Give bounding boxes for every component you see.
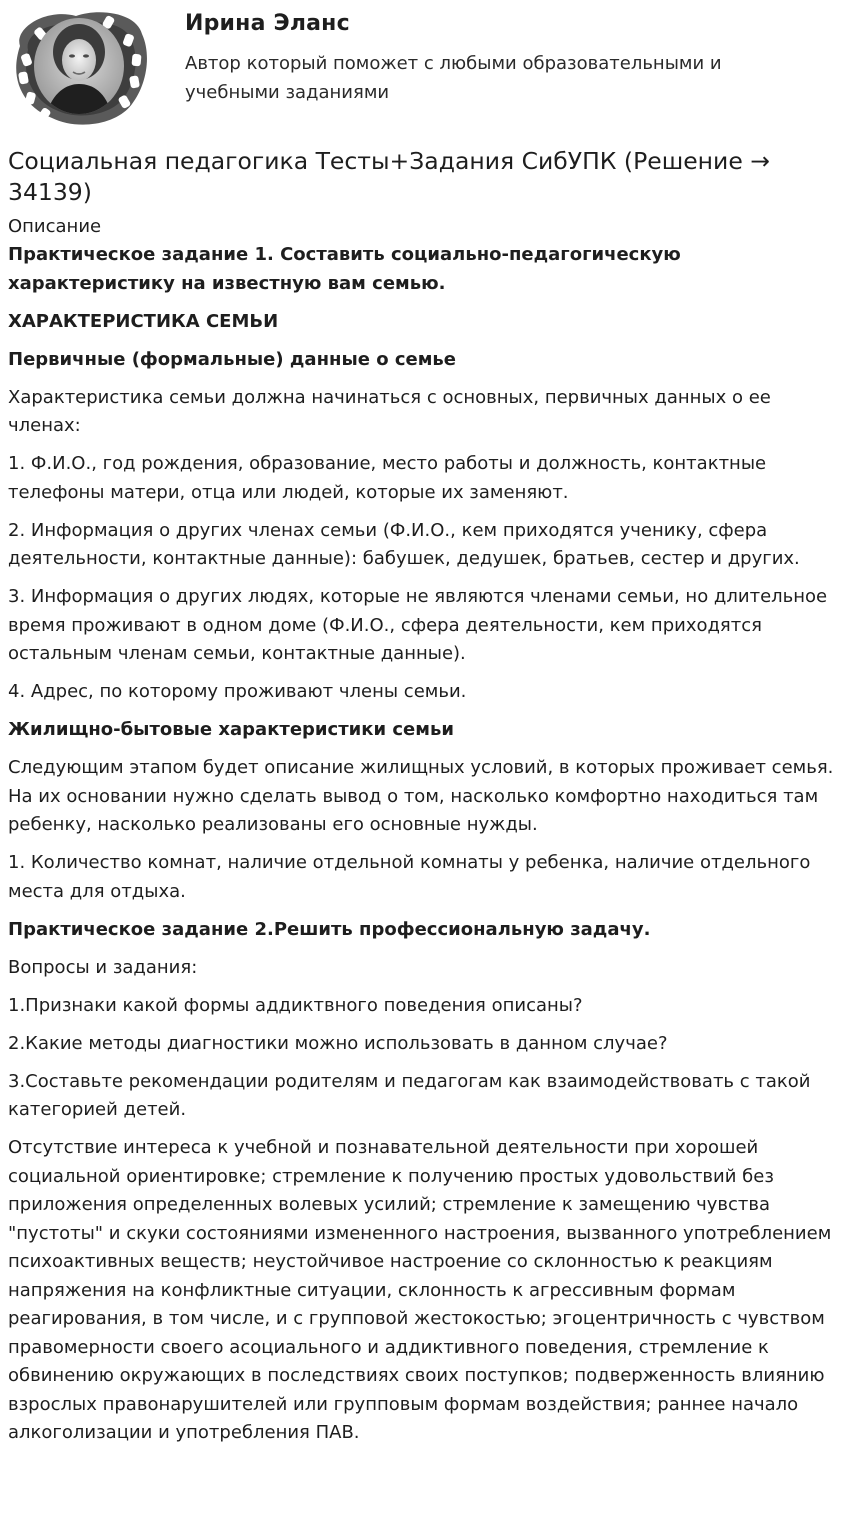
section-heading: Первичные (формальные) данные о семье (8, 348, 457, 370)
paragraph: 3.Составьте рекомендации родителям и педагогам как взаимодействовать с такой категорией детей. (8, 1070, 811, 1120)
paragraph: Отсутствие интереса к учебной и познавательной деятельности при хорошей социальной ориентировке; стремление к получению простых удовольствий без приложения определенных волевых усилий; стремление к замещению чувства "пустоты" и скуки состояниями измененного настроения, вызванного употреблением психоактивных веществ; неустойчивое настроение со склонностью к реакциям напряжения на конфликтные ситуации, склонность к агрессивным формам реагирования, в том числе, и с групповой жестокостью; эгоцентричность с чувством правомерности своего асоциального и аддиктивного поведения, стремление к обвинению окружающих в последствиях своих поступков; подверженность влиянию взрослых правонарушителей или групповым формам воздействия; раннее начало алкоголизации и употребления ПАВ. (8, 1137, 832, 1443)
document-title: Социальная педагогика Тесты+Задания СибУПК (Решение → 34139) (8, 147, 770, 206)
paragraph: Вопросы и задания: (8, 956, 198, 978)
author-description: Автор который поможет с любыми образовательными и учебными заданиями (185, 53, 722, 103)
paragraph: Следующим этапом будет описание жилищных условий, в которых проживает семья. На их основании нужно сделать вывод о том, насколько комфортно находиться там ребенку, насколько реализованы его основные нужды. (8, 757, 834, 835)
paragraph: 2.Какие методы диагностики можно использовать в данном случае? (8, 1032, 668, 1054)
section-heading: Практическое задание 1. Составить социально-педагогическую характеристику на известную вам семью. (8, 244, 681, 294)
description-body (8, 241, 838, 1448)
paragraph: 1. Количество комнат, наличие отдельной комнаты у ребенка, наличие отдельного места для отдыха. (8, 852, 811, 902)
description-label: Описание (8, 216, 102, 237)
author-name[interactable]: Ирина Эланс (185, 11, 350, 36)
paragraph: Характеристика семьи должна начинаться с основных, первичных данных о ее членах: (8, 386, 771, 436)
section-heading: Жилищно-бытовые характеристики семьи (8, 719, 454, 740)
paragraph: 2. Информация о других членах семьи (Ф.И.О., кем приходятся ученику, сфера деятельности, контактные данные): бабушек, дедушек, братьев, сестер и других. (8, 519, 800, 569)
section-heading: ХАРАКТЕРИСТИКА СЕМЬИ (8, 310, 279, 332)
paragraph: 3. Информация о других людях, которые не являются членами семьи, но длительное время проживают в одном доме (Ф.И.О., сфера деятельности, кем приходятся остальным членам семьи, контактные данные). (8, 586, 828, 664)
author-card (0, 0, 847, 140)
avatar-film-frame-image (6, 6, 152, 128)
paragraph: 1. Ф.И.О., год рождения, образование, место работы и должность, контактные телефоны матери, отца или людей, которые их заменяют. (8, 453, 767, 503)
paragraph: 1.Признаки какой формы аддиктвного поведения описаны? (8, 994, 583, 1016)
author-avatar[interactable] (6, 6, 152, 128)
paragraph: 4. Адрес, по которому проживают члены семьи. (8, 681, 467, 702)
document-content (8, 146, 838, 1457)
section-heading: Практическое задание 2.Решить профессиональную задачу. (8, 918, 651, 940)
